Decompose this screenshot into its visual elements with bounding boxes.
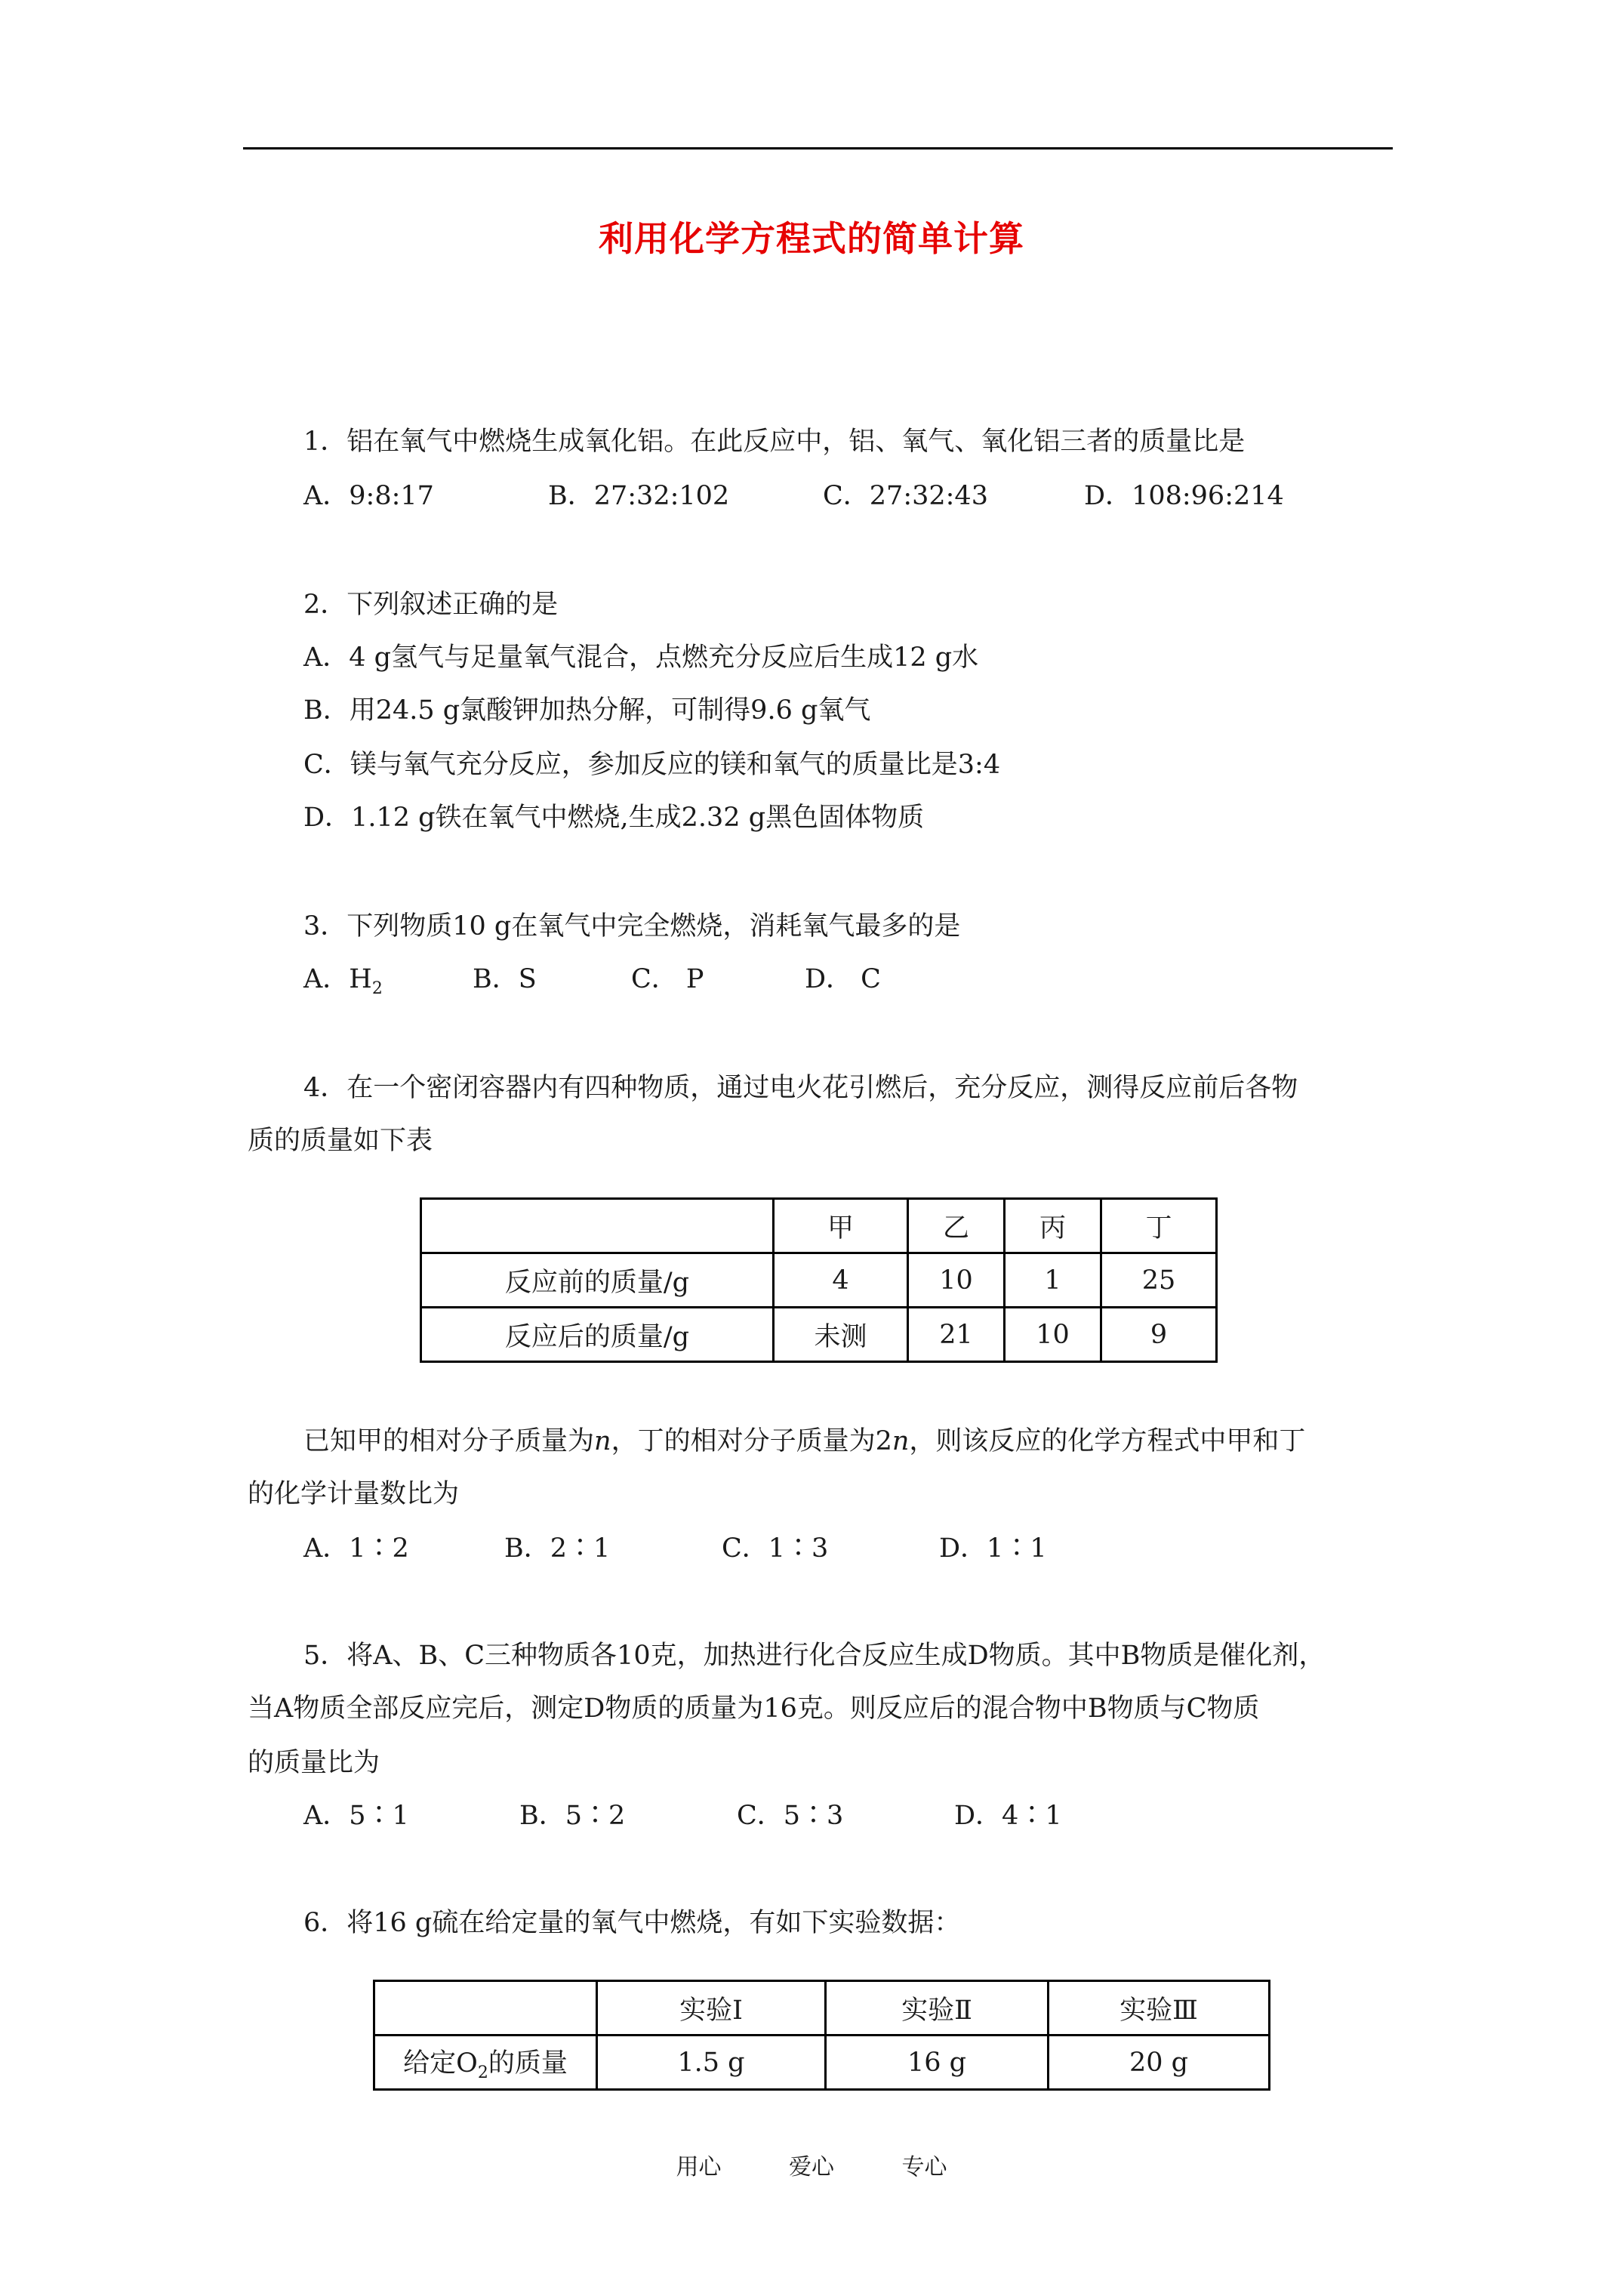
q1-option-c: C．27:32:43	[823, 481, 988, 511]
q4-option-b: B．2∶1	[504, 1533, 611, 1564]
table-cell: 9	[1101, 1308, 1217, 1362]
q4-option-a: A．1∶2	[303, 1533, 409, 1564]
q5-option-b: B．5∶2	[519, 1801, 626, 1831]
row-label-subscript: 2	[477, 2063, 488, 2082]
table-header-row	[374, 1981, 1270, 2036]
q4-variable-n: n	[892, 1426, 910, 1456]
table-cell: 10	[1005, 1308, 1101, 1362]
q4-follow-text: 已知甲的相对分子质量为	[303, 1426, 595, 1456]
table-row-label	[374, 2036, 597, 2090]
q4-stem-line1: 4．在一个密闭容器内有四种物质，通过电火花引燃后，充分反应，测得反应前后各物	[303, 1073, 1298, 1103]
q4-follow-line2: 的化学计量数比为	[248, 1479, 460, 1509]
q1-option-d: D．108:96:214	[1084, 481, 1284, 511]
q3-option-a	[303, 966, 383, 997]
table-cell: 20 g	[1049, 2036, 1270, 2090]
q1-option-a: A．9:8:17	[303, 481, 434, 511]
table-cell: 25	[1101, 1253, 1217, 1308]
q4-option-c: C．1∶3	[722, 1533, 829, 1564]
table-cell: 10	[908, 1253, 1005, 1308]
q2-stem: 2．下列叙述正确的是	[303, 590, 559, 620]
q4-option-d: D．1∶1	[939, 1533, 1047, 1564]
q1-stem: 1．铝在氧气中燃烧生成氧化铝。在此反应中，铝、氧气、氧化铝三者的质量比是	[303, 427, 1246, 457]
table-cell: 乙	[908, 1199, 1005, 1253]
table-header-row	[421, 1199, 1217, 1253]
q3-stem: 3．下列物质10 g在氧气中完全燃烧，消耗氧气最多的是	[303, 911, 961, 942]
q4-follow-text: ，则该反应的化学方程式中甲和丁	[909, 1426, 1306, 1456]
q5-option-a: A．5∶1	[303, 1801, 409, 1831]
row-label-text: 的质量	[488, 2048, 568, 2079]
table-cell: 4	[774, 1253, 908, 1308]
table-cell	[421, 1199, 774, 1253]
q4-follow-line1	[303, 1428, 1305, 1455]
table-row	[421, 1308, 1217, 1362]
q5-option-d: D．4∶1	[954, 1801, 1062, 1831]
table-cell	[374, 1981, 597, 2036]
table-row	[421, 1253, 1217, 1308]
table-cell: 实验Ⅲ	[1049, 1981, 1270, 2036]
q4-stem-line2: 质的质量如下表	[248, 1126, 433, 1156]
q5-line1: 5．将A、B、C三种物质各10克，加热进行化合反应生成D物质。其中B物质是催化剂，	[303, 1641, 1326, 1671]
table-cell: 实验Ⅰ	[597, 1981, 826, 2036]
q3-option-c: C． P	[631, 964, 704, 994]
table-cell: 16 g	[826, 2036, 1049, 2090]
table-row-label: 反应后的质量/g	[421, 1308, 774, 1362]
row-label-text: 给定O	[403, 2048, 478, 2079]
table-cell: 丙	[1005, 1199, 1101, 1253]
table-cell: 甲	[774, 1199, 908, 1253]
q3-option-a-prefix: A．H	[303, 964, 372, 994]
table-row-label: 反应前的质量/g	[421, 1253, 774, 1308]
q3-option-d: D． C	[805, 964, 881, 994]
header-rule	[243, 147, 1393, 149]
footer-word: 专心	[901, 2154, 947, 2180]
q1-option-b: B．27:32:102	[548, 481, 730, 511]
page-title: 利用化学方程式的简单计算	[599, 218, 1024, 259]
q6-experiment-table	[373, 1980, 1270, 2091]
q5-line3: 的质量比为	[248, 1748, 380, 1778]
q4-mass-table	[420, 1197, 1218, 1363]
q5-line2: 当A物质全部反应完后，测定D物质的质量为16克。则反应后的混合物中B物质与C物质	[248, 1693, 1260, 1724]
table-cell: 未测	[774, 1308, 908, 1362]
table-cell: 丁	[1101, 1199, 1217, 1253]
q2-option-a: A．4 g氢气与足量氧气混合，点燃充分反应后生成12 g水	[303, 643, 979, 673]
q2-option-c: C．镁与氧气充分反应，参加反应的镁和氧气的质量比是3:4	[303, 750, 1001, 780]
table-row	[374, 2036, 1270, 2090]
table-cell: 21	[908, 1308, 1005, 1362]
table-cell: 1.5 g	[597, 2036, 826, 2090]
q4-variable-n: n	[594, 1426, 611, 1456]
q3-option-a-subscript: 2	[371, 979, 383, 998]
q2-option-d: D．1.12 g铁在氧气中燃烧,生成2.32 g黑色固体物质	[303, 803, 925, 833]
q3-option-b: B．S	[473, 964, 537, 994]
footer-word: 爱心	[789, 2154, 834, 2180]
table-cell: 实验Ⅱ	[826, 1981, 1049, 2036]
q2-option-b: B．用24.5 g氯酸钾加热分解，可制得9.6 g氧气	[303, 695, 871, 726]
q6-stem: 6．将16 g硫在给定量的氧气中燃烧，有如下实验数据：	[303, 1908, 961, 1938]
q5-option-c: C．5∶3	[737, 1801, 844, 1831]
q4-follow-text: ，丁的相对分子质量为2	[611, 1426, 892, 1456]
footer-word: 用心	[676, 2154, 722, 2180]
page-footer	[0, 2148, 1623, 2181]
table-cell: 1	[1005, 1253, 1101, 1308]
